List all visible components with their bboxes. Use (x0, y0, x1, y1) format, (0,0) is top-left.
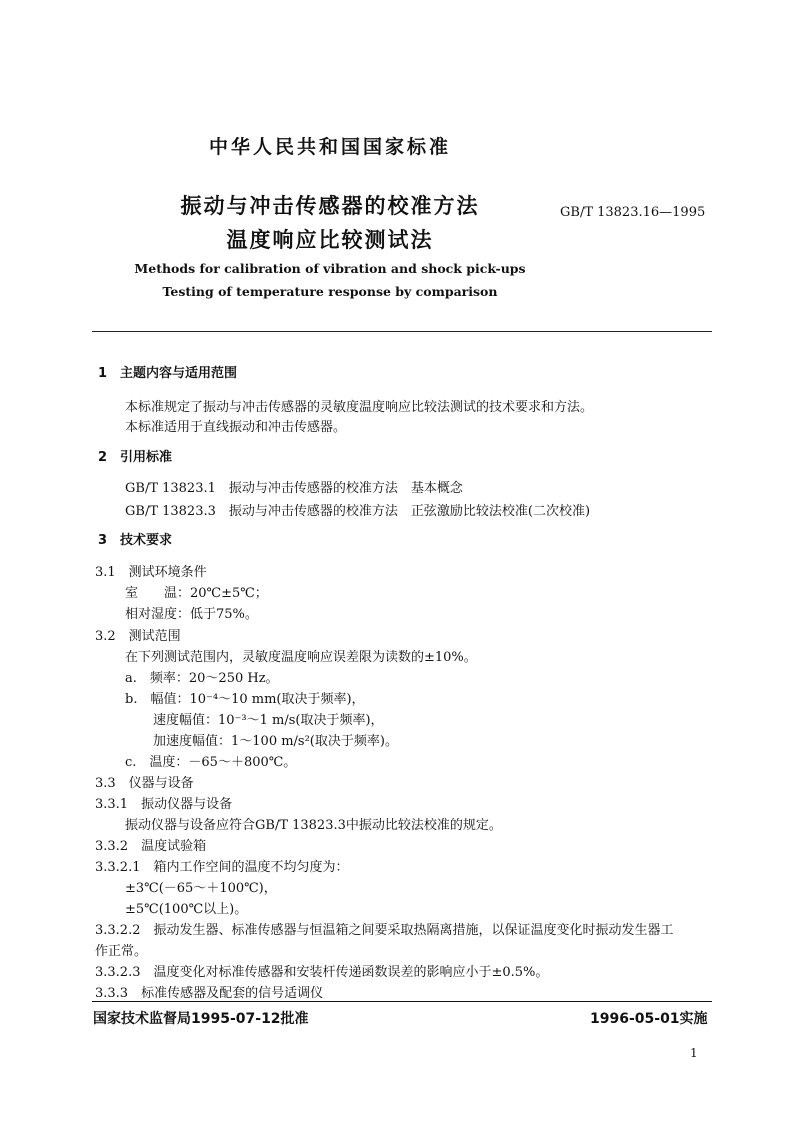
clause-heading: 3.3 仪器与设备 (95, 776, 194, 791)
english-title-line2: Testing of temperature response by comparison (162, 284, 498, 299)
standard-org-heading: 中华人民共和国国家标准 (208, 136, 451, 158)
clause-heading: 3.3.1 振动仪器与设备 (95, 797, 233, 812)
clause-heading: 3.3.2.2 振动发生器、标准传感器与恒温箱之间要采取热隔离措施，以保证温度变化时振动发生器工 (95, 923, 674, 938)
standard-code: GB/T 13823.16—1995 (560, 205, 706, 220)
body-line: 室 温：20℃±5℃； (125, 586, 268, 601)
clause-heading: 3.2 测试范围 (95, 629, 181, 644)
page-number: 1 (690, 1046, 698, 1060)
reference-line: GB/T 13823.1 振动与冲击传感器的校准方法 基本概念 (125, 481, 463, 496)
section-1-heading: 1 主题内容与适用范围 (98, 366, 238, 381)
english-title-line1: Methods for calibration of vibration and shock pick-ups (134, 261, 526, 276)
section-2-heading: 2 引用标准 (98, 450, 173, 465)
header-rule (92, 331, 712, 332)
footer-rule (92, 1001, 712, 1002)
list-item: a. 频率：20～250 Hz。 (125, 671, 279, 686)
clause-heading: 3.3.2.3 温度变化对标准传感器和安装杆传递函数误差的影响应小于±0.5%。 (95, 965, 549, 980)
list-item: c. 温度：－65～＋800℃。 (125, 755, 297, 770)
clause-heading: 3.3.2.1 箱内工作空间的温度不均匀度为： (95, 860, 349, 875)
body-line: 本标准适用于直线振动和冲击传感器。 (125, 420, 347, 435)
body-line: 振动仪器与设备应符合GB/T 13823.3中振动比较法校准的规定。 (125, 818, 502, 833)
body-line: 相对湿度：低于75%。 (125, 607, 258, 622)
chinese-title-line2: 温度响应比较测试法 (226, 228, 434, 252)
body-line: 本标准规定了振动与冲击传感器的灵敏度温度响应比较法测试的技术要求和方法。 (125, 400, 594, 415)
body-line: ±3℃(－65～＋100℃)， (125, 881, 277, 896)
reference-line: GB/T 13823.3 振动与冲击传感器的校准方法 正弦激励比较法校准(二次校准) (125, 504, 591, 519)
clause-heading: 3.1 测试环境条件 (95, 565, 207, 580)
list-item-continuation: 速度幅值：10⁻³～1 m/s(取决于频率)， (153, 713, 384, 728)
chinese-title-line1: 振动与冲击传感器的校准方法 (180, 194, 480, 218)
body-line: 作正常。 (95, 944, 148, 959)
list-item: b. 幅值：10⁻⁴～10 mm(取决于频率)， (125, 692, 365, 707)
section-3-heading: 3 技术要求 (98, 533, 173, 548)
clause-heading: 3.3.2 温度试验箱 (95, 839, 207, 854)
body-line: ±5℃(100℃以上)。 (125, 902, 248, 917)
effective-date: 1996-05-01实施 (590, 1011, 708, 1027)
approval-date: 国家技术监督局1995-07-12批准 (93, 1011, 309, 1027)
body-line: 在下列测试范围内，灵敏度温度响应误差限为读数的±10%。 (125, 650, 477, 665)
clause-heading: 3.3.3 标准传感器及配套的信号适调仪 (95, 986, 324, 1001)
list-item-continuation: 加速度幅值：1～100 m/s²(取决于频率)。 (153, 734, 398, 749)
